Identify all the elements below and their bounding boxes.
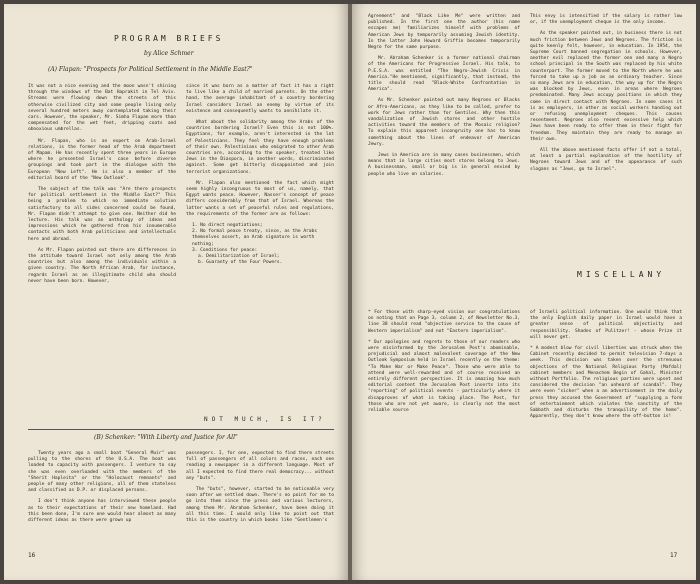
right-col-1m (368, 310, 520, 419)
newsletter-spread (4, 4, 696, 580)
left-col-1b (28, 451, 176, 529)
paragraph: This envy is intensified if the salary is rather low or, if the unemployment cheque is the only income. (530, 14, 682, 26)
paragraph: since it was born as a matter of fact it has a right to live like a child of married parents. On the other hand, the average inhabitant of a country bordering Israel considers Israel an enemy by virtue of its existence and consequently wants to annihilate it. (186, 84, 334, 114)
page-heading: PROGRAM BRIEFS (114, 34, 224, 43)
paragraph: As Mr. Flapan pointed out there are differences in the attitude toward Israel not only among the Arab countries but also among the individuals within a given country. The North African Arab, for instance, regards Israel as an illegitimate child who should never have been born. However, (28, 247, 176, 284)
left-col-2b (186, 451, 334, 529)
paragraph: Mr. Flapan, who is an expert on Arab-Israel relations, is the former head of the Arab department of Mapam. He has recently spent three years in Europe where he presented Israel's case before diverse groupings and took part in the dialogue with the European "New Left". He is also a member of the editorial board of the "New Outlook". (28, 138, 176, 181)
misc-item: * Our apologies and regrets to those of our readers who were misinformed by the Jerusalem Post's abominable, prejudicial and almost malevolent coverage of the New Outlook Symposium held in Israel recently on the theme: "To Make War or Make Peace". Those who were able to attend were well-rewarded and of course received an entirely different perspective. It is amazing how much editorial content the Jerusalem Post inserts into its "reporting" of political events - particularly where it disapproves of what is taking place. The Post, for those who are not yet aware, is clearly not the most reliable source (368, 339, 520, 414)
list-item: 2. No formal peace treaty, since, as the Arabs themselves assert, an Arab signature is worth nothing; (192, 229, 317, 247)
byline: by Alice Schmer (144, 50, 194, 57)
section-b-title: (B) Schenker: "With Liberty and Justice for All" (94, 434, 238, 441)
not-much-caption: NOT MUCH, IS IT? (204, 416, 326, 423)
list-item: 1. No direct negotiations; (192, 223, 263, 229)
paragraph: Mr. Abraham Schenker is a former national chairman of the Americans for Progressive Israel. His talk, to P.E.S.A. was entitled "The Negro-Jewish Crisis in America."He mentioned, significantly, that instead, the title should read "Black-White Confrontation in America". (368, 56, 520, 93)
section-divider (28, 429, 334, 430)
paragraph: All the above mentioned facts offer if not a total, at least a partial explanation of the hostility of Negroes toward Jews and of the appearance of such slogans as "Jews, go to Israel". (530, 148, 682, 172)
page-number: 16 (28, 552, 36, 559)
right-col-1 (368, 14, 520, 183)
misc-item: * For those with sharp-eyed vision our congratulations on noting that on Page 3, column 2, of Newsletter No.3, line 38 should read "objective service to the cause of Western imperialism" and not "Eastern imperialism". (368, 310, 520, 334)
section-a-title: (A) Flapan: "Prospects for Political Settlement in the Middle East?" (48, 66, 253, 73)
paragraph: It was not a nice evening and the moon wasn't shining through the windows of the Bat Haprakit in Tel Aviv. Streams were flowing down the streets of this otherwise civilized city and some people living only several hundred meters away contemplated taking their cars. However, the speaker, Mr. Simha Flapan more than compensated for the wet feet, dripping coats and obnoxious umbrellas. (28, 84, 176, 133)
list-item: 3. Conditions for peace: (192, 247, 258, 253)
right-col-2 (530, 14, 682, 178)
paragraph: Agreement" and "Black Like Me" were written and published. In the first one the author (his name escapes me) familiarizes himself with problems of American Jews by temporarily assuming Jewish identity. In the latter John Howard Griffin becomes temporarily Negro for the same purpose. (368, 14, 520, 51)
paragraph: Twenty years ago a small boat "General Muir" was pulling to the shores of the U.S.A. The boat was loaded to capacity with passengers. I venture to say she was even overloaded with the members of the "Sherit Hapleita" or the "Holocaust remnants" and people of many other religions, all of them stateless and classified as D.P. or displaced persons. (28, 451, 176, 494)
misc-item: of Israeli political information. One would think that the only English daily paper in Israel would have a greater sense of political objectivity and responsibility. Shades of Pulitzer! - whose Prize it will never get. (530, 310, 682, 340)
conditions-list (192, 223, 334, 266)
paragraph: As Mr. Schenker pointed out many Negroes or Blacks or Afro-Americans, as they like to be called, prefer to work for Jews rather than for Gentiles. Why then this vandalization of Jewish stores and other hostile activities toward the members of the Mosaic religion? To explain this apparent incongruity one has to know something about the lines of endeavor of American Jewry. (368, 98, 520, 147)
paragraph: The subject of the talk was "Are there prospects for political settlement in the Middle East?" This being a problem to which no immediate solution satisfactory to all sides concerned could be found, Mr. Flapan didn't attempt to give one. Neither did he lecture. His talk was an anthology of ideas and impressions which he gathered from his innumerable contacts with both Arab politicians and intellectuals here and abroad. (28, 187, 176, 242)
page-number: 17 (670, 552, 678, 559)
paragraph: The "buts", however, started to be noticeable very soon after we settled down. There's no point for me to go into them since the press and various lecturers, among them Mr. Abraham Schenker, have been doing it all this time. I would only like to point out that this is the country in which books like "Gentlemen's (186, 487, 334, 524)
list-item: a. Demilitarization of Israel; (198, 254, 280, 260)
list-item: b. Guaranty of the Four Powers. (198, 260, 283, 266)
paragraph: I don't think anyone has interviewed these people as to their expectations of their new homeland. Had this been done, I'm sure one would hear almost as many different ideas as there were grown up (28, 499, 176, 524)
right-page (352, 4, 696, 580)
left-col-2 (186, 84, 334, 271)
left-col-1 (28, 84, 176, 290)
paragraph: As the speaker pointed out, in business there is not much friction between Jews and Negroes. The friction is quite keenly felt, however, in education. In 1954, the Supreme Court banned segregation in schools. However, another evil replaced the former one and many a Negro school principal in the South was replaced by his white counterpart. The former moved to the North where he was forced to take up a job as an ordinary teacher. Since so many Jews are in education, the way up for the Negro was blocked by Jews, even in areas where Negroes predominated. Many Jews occupy positions in which they come in direct contact with Negroes. In some cases it is as employers, in other as social workers handing out or refusing unemployment cheques. This causes resentment. Negroes also resent excessive help which Jews have been ready to offer them in their fight for freedom. They maintain they are ready to manage on their own. (530, 31, 682, 142)
misc-item: * A modest blow for civil liberties was struck when the Cabinet recently decided to permit television 7-days a week. This decision was taken over the strenuous objections of the National Religious Party (Mafdal) cabinet members and Menachem Begin of Gahal, Minister without Portfolio. The religious parties were upset and considered the decision "an unheard of scandal". They were even "sicker" when a an advertisement in the daily press they accused the Government of "supplying a form of entertainment which violates the sanctity of the Sabbath and disturbs the tranquility of the home". Apparently, they don't know where the off-button is! (530, 346, 682, 420)
paragraph: passengers. I, for one, expected to find there streets full of passengers of all colors and races, each one reading a newspaper in a different language. Most of all I expected to find there real democracy... without any "buts". (186, 451, 334, 481)
paragraph: Jews in America are in many cases businessmen, which means that in large cities most stores belong to Jews. A businessman, small or big is in general envied by people who live on salaries. (368, 153, 520, 177)
right-col-2m (530, 310, 682, 425)
paragraph: Mr. Flapan also mentioned the fact which might seem highly incongruous to most of us, namely, that Egypt wants peace. However, Nasser's concept of peace differs considerably from that of Israel. Whereas the latter wants a set of peaceful rules and regulations, the requirements of the former are as follows: (186, 180, 334, 217)
left-page (4, 4, 348, 580)
paragraph: What about the solidarity among the Arabs of the countries bordering Israel? Even this is not 100%. Egyptians, for example, aren't interested in the lot of Palestinians. They feel they have enough problems of their own. Palestinians who emigrated to other Arab countries are, according to the speaker, treated like Jews in the Diaspora, in another words, discriminated against. Some get bitterly disappointed and join terrorist organizations. (186, 120, 334, 175)
miscellany-heading: MISCELLANY (577, 270, 666, 279)
